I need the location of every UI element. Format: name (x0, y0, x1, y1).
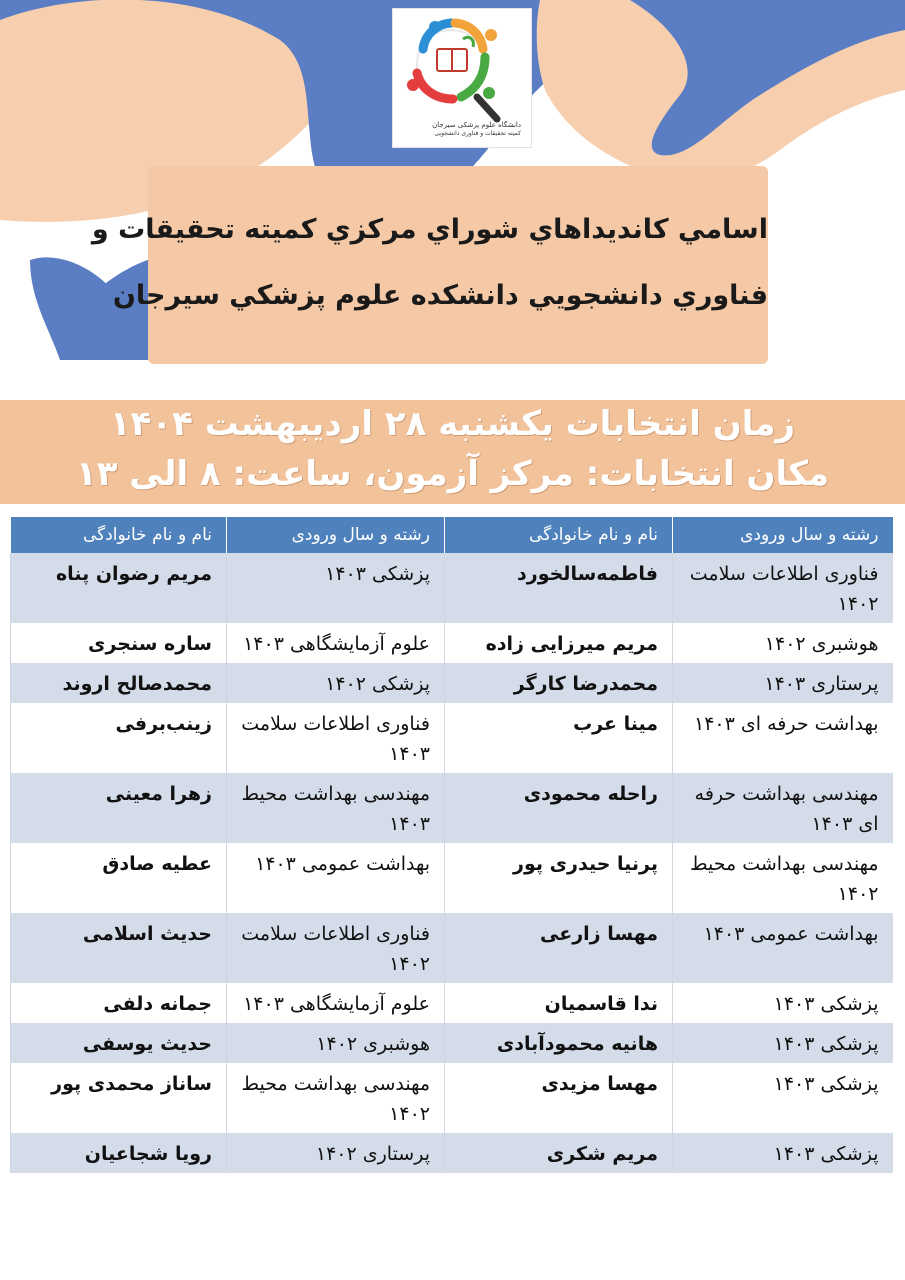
cell-field: فناوری اطلاعات سلامت ۱۴۰۲ (227, 913, 445, 983)
cell-field: مهندسی بهداشت محیط ۱۴۰۳ (227, 773, 445, 843)
cell-field: علوم آزمایشگاهی ۱۴۰۳ (227, 983, 445, 1023)
cell-name: حدیث یوسفی (11, 1023, 227, 1063)
cell-name: ندا قاسمیان (445, 983, 673, 1023)
cell-field: پزشکی ۱۴۰۳ (227, 553, 445, 623)
cell-name: رویا شجاعیان (11, 1133, 227, 1173)
cell-name: مریم میرزایی زاده (445, 623, 673, 663)
cell-name: ساره سنجری (11, 623, 227, 663)
cell-name: پرنیا حیدری پور (445, 843, 673, 913)
cell-name: مریم شکری (445, 1133, 673, 1173)
table-row (11, 843, 893, 913)
title-line-2: فناوري دانشجويي دانشكده علوم پزشكي سيرجان (112, 280, 768, 311)
cell-field: پزشکی ۱۴۰۳ (673, 1133, 893, 1173)
table-row (11, 553, 893, 623)
table-row (11, 983, 893, 1023)
cell-name: عطیه صادق (11, 843, 227, 913)
cell-name: محمدصالح اروند (11, 663, 227, 703)
header-field-a: رشته و سال ورودی (673, 517, 893, 553)
cell-name: مریم رضوان پناه (11, 553, 227, 623)
election-location: مکان انتخابات: مرکز آزمون، ساعت: ۸ الی ۱۳ (75, 454, 830, 494)
table-row (11, 623, 893, 663)
election-time: زمان انتخابات یکشنبه ۲۸ اردیبهشت ۱۴۰۴ (109, 404, 796, 444)
cell-field: پرستاری ۱۴۰۲ (227, 1133, 445, 1173)
header-name-a: نام و نام خانوادگی (445, 517, 673, 553)
cell-name: هانیه محمودآبادی (445, 1023, 673, 1063)
candidates-table (10, 517, 893, 1173)
header-name-b: نام و نام خانوادگی (11, 517, 227, 553)
cell-name: مینا عرب (445, 703, 673, 773)
cell-field: بهداشت عمومی ۱۴۰۳ (673, 913, 893, 983)
candidates-table-wrapper (10, 517, 892, 1173)
cell-name: محمدرضا کارگر (445, 663, 673, 703)
cell-field: بهداشت حرفه ای ۱۴۰۳ (673, 703, 893, 773)
cell-field: پزشکی ۱۴۰۲ (227, 663, 445, 703)
cell-field: فناوری اطلاعات سلامت ۱۴۰۳ (227, 703, 445, 773)
table-row (11, 663, 893, 703)
cell-field: پزشکی ۱۴۰۳ (673, 1063, 893, 1133)
cell-field: پزشکی ۱۴۰۳ (673, 983, 893, 1023)
cell-name: مهسا زارعی (445, 913, 673, 983)
cell-field: هوشبری ۱۴۰۲ (673, 623, 893, 663)
cell-name: زینب‌برفی (11, 703, 227, 773)
table-header-row (11, 517, 893, 553)
cell-field: پزشکی ۱۴۰۳ (673, 1023, 893, 1063)
cell-field: فناوری اطلاعات سلامت ۱۴۰۲ (673, 553, 893, 623)
election-info-band (0, 400, 905, 504)
table-row (11, 1133, 893, 1173)
logo (392, 8, 532, 148)
cell-field: بهداشت عمومی ۱۴۰۳ (227, 843, 445, 913)
table-row (11, 703, 893, 773)
cell-name: جمانه دلفی (11, 983, 227, 1023)
table-row (11, 773, 893, 843)
cell-field: مهندسی بهداشت حرفه ای ۱۴۰۳ (673, 773, 893, 843)
cell-field: علوم آزمایشگاهی ۱۴۰۳ (227, 623, 445, 663)
cell-field: هوشبری ۱۴۰۲ (227, 1023, 445, 1063)
logo-university-text: دانشگاه علوم پزشکی سیرجان (432, 121, 521, 129)
header-field-b: رشته و سال ورودی (227, 517, 445, 553)
title-line-1: اسامي كانديداهاي شوراي مركزي كميته تحقيقات و (91, 214, 768, 245)
cell-name: راحله محمودی (445, 773, 673, 843)
cell-name: مهسا مزیدی (445, 1063, 673, 1133)
cell-field: مهندسی بهداشت محیط ۱۴۰۲ (227, 1063, 445, 1133)
cell-field: پرستاری ۱۴۰۳ (673, 663, 893, 703)
cell-name: فاطمه‌سالخورد (445, 553, 673, 623)
table-row (11, 1063, 893, 1133)
cell-name: زهرا معینی (11, 773, 227, 843)
table-row (11, 913, 893, 983)
cell-name: حدیث اسلامی (11, 913, 227, 983)
cell-name: ساناز محمدی پور (11, 1063, 227, 1133)
logo-committee-text: کمیته تحقیقات و فناوری دانشجویی (434, 130, 521, 137)
cell-field: مهندسی بهداشت محیط ۱۴۰۲ (673, 843, 893, 913)
table-row (11, 1023, 893, 1063)
title-card (91, 166, 768, 364)
